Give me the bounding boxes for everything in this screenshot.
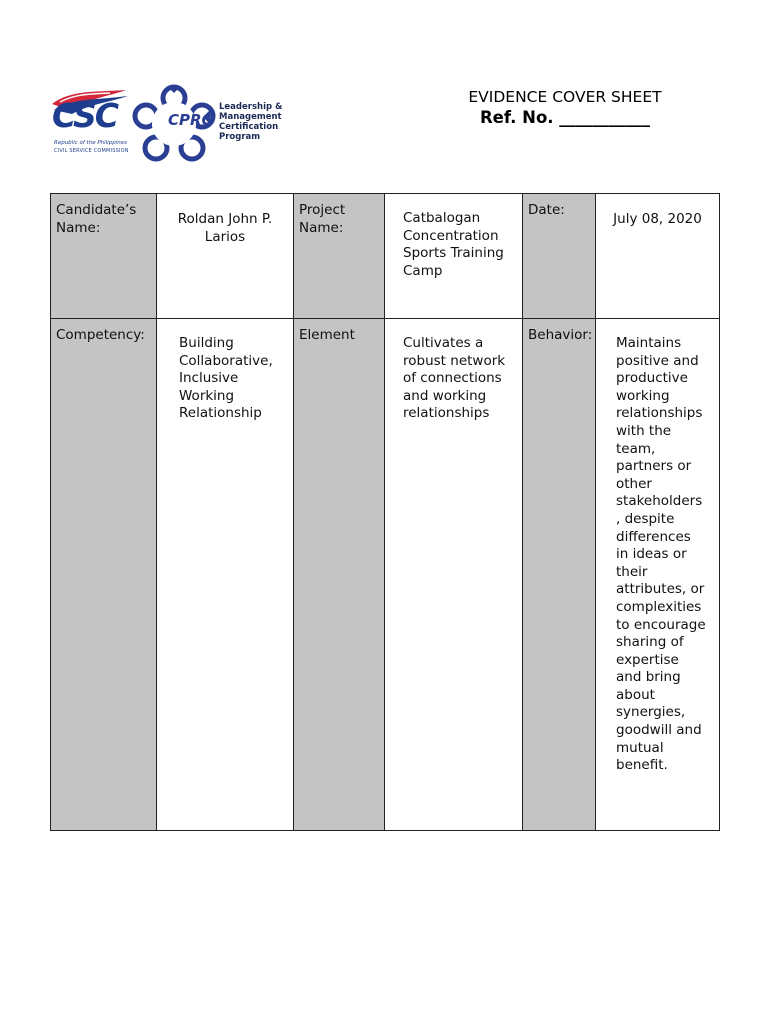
csc-wordmark: CSC [52,96,118,135]
program-name [219,102,309,142]
page-title: EVIDENCE COVER SHEET [468,88,662,106]
candidate-name-value-cell [157,194,294,319]
csc-subtitle: Republic of the Philippines [54,140,127,146]
candidate-name-value: Roldan John P. Larios [177,211,273,245]
element-value: Cultivates a robust network of connections and working relationships [403,335,506,422]
date-value: July 08, 2020 [613,211,702,227]
csc-commission-name: CIVIL SERVICE COMMISSION [54,148,129,154]
behavior-label-cell [523,319,596,831]
competency-label-cell [51,319,157,831]
table-row [51,194,720,319]
project-name-label-cell [294,194,385,319]
project-name-value: Catbalogan Concentration Sports Training Camp [403,210,504,279]
program-line: Management [219,112,282,122]
element-label-cell [294,319,385,831]
behavior-value: Maintains positive and productive working relationships with the team, partners or other stakeholders , despite differences in ideas or their attributes, or complexities to encourage sharing of expertise and bring about synergies, goodwill and mutual benefit. [616,335,706,774]
competency-value-cell [157,319,294,831]
evidence-table [50,193,720,831]
date-value-cell [596,194,720,319]
csc-logo [50,88,132,160]
behavior-value-cell [596,319,720,831]
title-block [440,88,690,127]
element-value-cell [385,319,523,831]
candidate-name-label-cell [51,194,157,319]
cpro-wordmark: CPRO [168,111,215,129]
program-line: Leadership & [219,102,283,112]
cpro-logo [132,84,216,164]
element-label: Element [299,327,355,343]
date-label: Date: [528,202,565,218]
program-line: Certification [219,122,279,132]
program-line: Program [219,132,261,142]
table-row [51,319,720,831]
competency-value: Building Collaborative, Inclusive Working Relationship [179,335,273,422]
reference-number: Ref. No. ___________ [479,108,651,127]
date-label-cell [523,194,596,319]
project-name-label: Project Name: [299,202,346,236]
candidate-name-label: Candidate’s Name: [56,202,137,236]
project-name-value-cell [385,194,523,319]
behavior-label: Behavior: [528,327,593,343]
document-header [0,0,768,180]
competency-label: Competency: [56,327,145,343]
